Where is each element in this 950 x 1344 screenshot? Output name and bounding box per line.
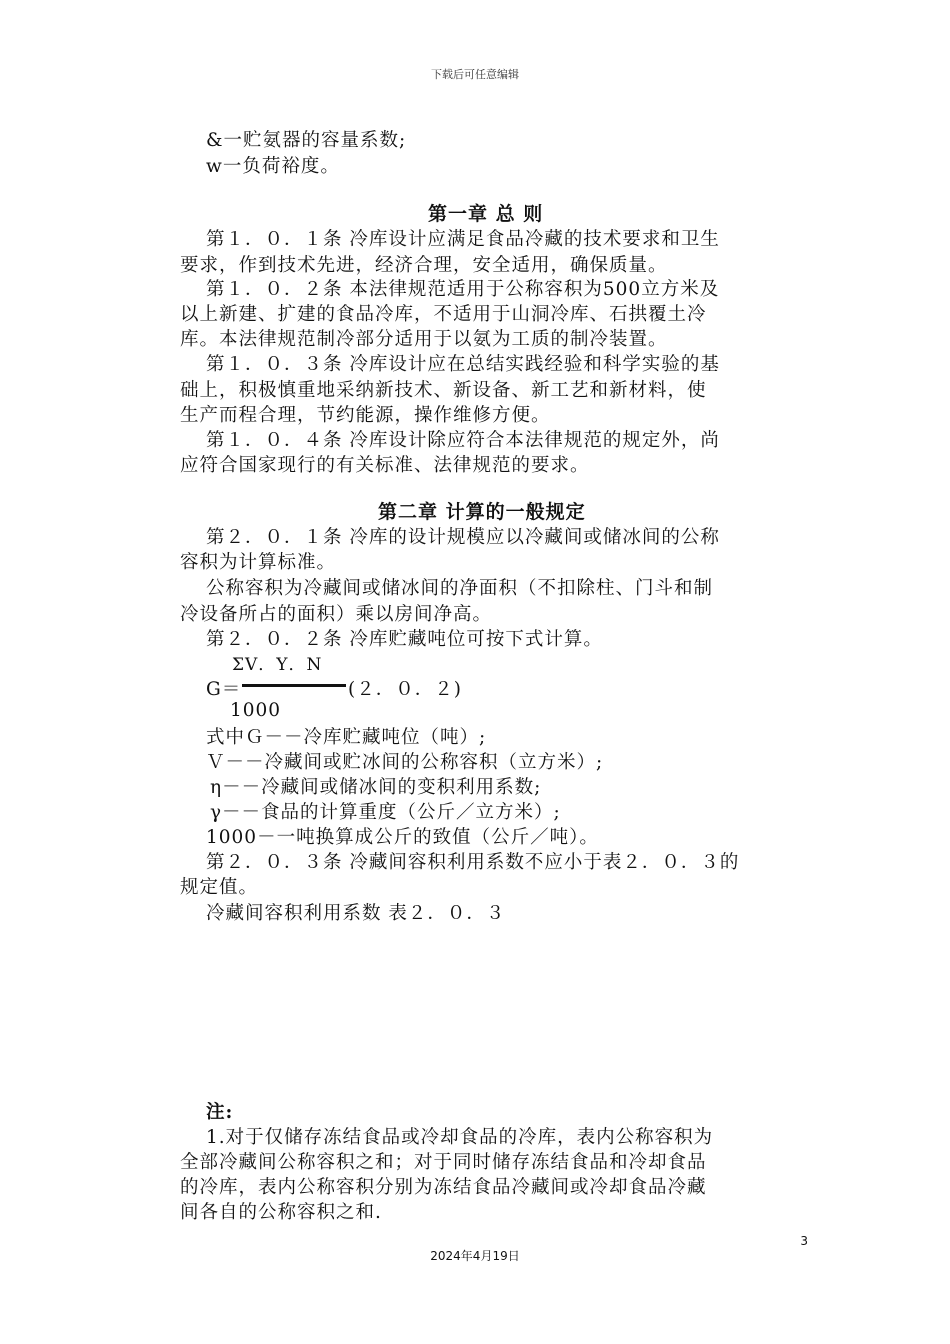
clause-text: 第２．０．１条 冷库的设计规模应以冷藏间或储冰间的公称	[206, 527, 720, 548]
chapter-heading: 第二章 计算的一般规定	[378, 501, 586, 523]
clause-text: 应符合国家现行的有关标准、法律规范的要求。	[180, 455, 590, 476]
clause-text: 规定值。	[180, 877, 259, 898]
note-heading: 注:	[206, 1102, 234, 1123]
chapter-heading: 第一章 总 则	[428, 203, 544, 225]
variable-definition: Ｖ－－冷藏间或贮冰间的公称容积（立方米）;	[206, 752, 604, 773]
formula-lhs: G＝	[206, 679, 242, 700]
clause-text: 第２．０．３条 冷藏间容积利用系数不应小于表２．０．３的	[206, 852, 740, 873]
note-text: 1.对于仅储存冻结食品或冷却食品的冷库，表内公称容积为	[206, 1127, 714, 1148]
variable-definition: η－－冷藏间或储冰间的变积利用系数;	[210, 777, 542, 798]
clause-text: 第１．０．３条 冷库设计应在总结实践经验和科学实验的基	[206, 354, 720, 375]
note-text: 间各自的公称容积之和.	[180, 1202, 382, 1223]
formula-number: (２．０．２)	[348, 679, 462, 700]
variable-definition: 1000－一吨换算成公斤的致值（公斤／吨）。	[206, 827, 599, 848]
clause-text: 公称容积为冷藏间或储冰间的净面积（不扣除柱、门斗和制	[206, 578, 714, 599]
symbol-definition: &一贮氨器的容量系数;	[206, 130, 407, 151]
clause-text: 生产而程合理，节约能源，操作维修方便。	[180, 405, 551, 426]
clause-text: 以上新建、扩建的食品冷库，不适用于山洞冷库、石拱覆土冷	[180, 304, 707, 325]
clause-text: 要求，作到技术先进，经济合理，安全适用，确保质量。	[180, 255, 668, 276]
page-footer-date: 2024年4月19日	[430, 1249, 520, 1263]
variable-definition: γ－－食品的计算重度（公斤／立方米）;	[210, 802, 561, 823]
clause-text: 础上，积极慎重地采纳新技术、新设备、新工艺和新材料，使	[180, 380, 707, 401]
clause-text: 冷设备所占的面积）乘以房间净高。	[180, 604, 493, 625]
clause-text: 库。本法律规范制冷部分适用于以氨为工质的制冷装置。	[180, 329, 668, 350]
formula-numerator: ΣV．Y．N	[232, 655, 323, 675]
symbol-definition: w一负荷裕度。	[206, 156, 340, 177]
formula-denominator: 1000	[230, 700, 282, 721]
clause-text: 第１．０．１条 冷库设计应满足食品冷藏的技术要求和卫生	[206, 229, 720, 250]
page-header: 下载后可任意编辑	[431, 68, 519, 81]
note-text: 的冷库，表内公称容积分别为冻结食品冷藏间或冷却食品冷藏	[180, 1177, 707, 1198]
clause-text: 第１．０．２条 本法律规范适用于公称容积为500立方米及	[206, 279, 720, 300]
clause-text: 第１．０．４条 冷库设计除应符合本法律规范的规定外，尚	[206, 430, 720, 451]
clause-text: 第２．０．２条 冷库贮藏吨位可按下式计算。	[206, 629, 603, 650]
note-text: 全部冷藏间公称容积之和；对于同时储存冻结食品和冷却食品	[180, 1152, 707, 1173]
fraction-bar	[242, 684, 346, 687]
clause-text: 容积为计算标准。	[180, 552, 337, 573]
table-caption: 冷藏间容积利用系数 表２．０．３	[206, 903, 506, 924]
variable-definition: 式中Ｇ－－冷库贮藏吨位（吨）;	[206, 727, 487, 748]
page-number: 3	[800, 1234, 808, 1248]
